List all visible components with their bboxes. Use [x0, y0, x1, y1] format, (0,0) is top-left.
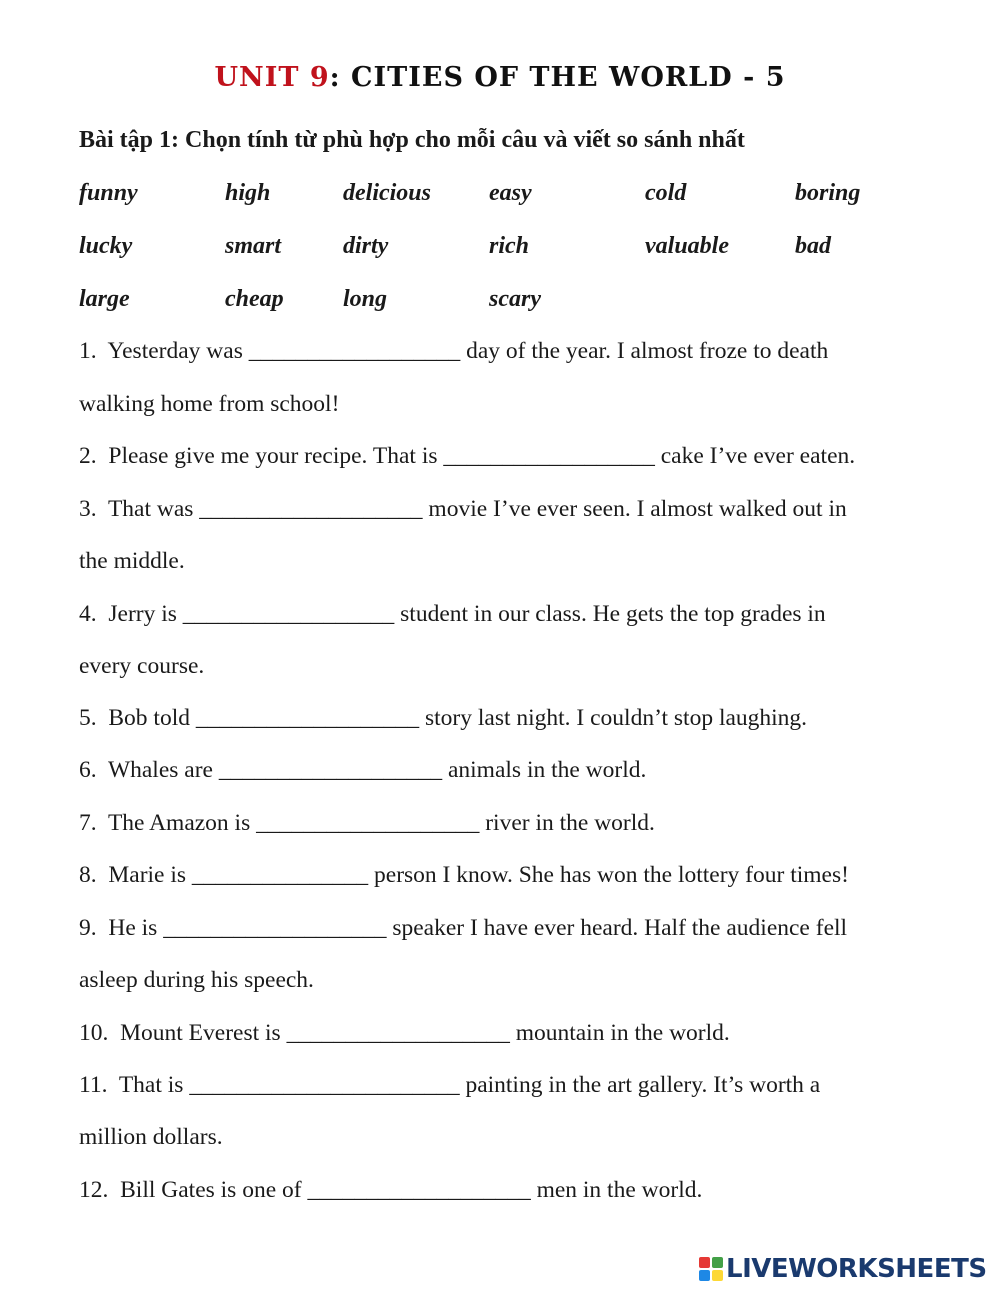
question-4-continued: every course.: [79, 653, 205, 679]
logo-text: LIVEWORKSHEETS: [726, 1254, 987, 1284]
question-9: 9. He is ___________________ speaker I have ever heard. Half the audience fell: [79, 915, 848, 941]
word-bank-item: smart: [225, 233, 282, 259]
word-bank-item: funny: [79, 180, 138, 206]
word-bank-item: large: [79, 286, 130, 312]
word-bank-item: cheap: [225, 286, 284, 312]
question-11-continued: million dollars.: [79, 1124, 223, 1150]
question-11: 11. That is _______________________ painting in the art gallery. It’s worth a: [79, 1072, 821, 1098]
word-bank-item: dirty: [343, 233, 389, 259]
word-bank-item: long: [343, 286, 388, 312]
word-bank-item: easy: [489, 180, 532, 206]
word-bank-item: lucky: [79, 233, 133, 259]
question-7: 7. The Amazon is ___________________ river in the world.: [79, 810, 655, 836]
page-title: [0, 62, 1000, 93]
title-topic: : CITIES OF THE WORLD - 5: [329, 62, 786, 93]
question-3: 3. That was ___________________ movie I’ve ever seen. I almost walked out in: [79, 496, 847, 522]
question-6: 6. Whales are ___________________ animals in the world.: [79, 757, 647, 783]
word-bank-item: bad: [795, 233, 831, 259]
word-bank-item: scary: [489, 286, 541, 312]
question-12: 12. Bill Gates is one of ___________________ men in the world.: [79, 1177, 703, 1203]
question-5: 5. Bob told ___________________ story last night. I couldn’t stop laughing.: [79, 705, 808, 731]
word-bank-item: boring: [795, 180, 861, 206]
exercise-instruction: Bài tập 1: Chọn tính từ phù hợp cho mỗi câu và viết so sánh nhất: [79, 127, 745, 153]
word-bank-item: delicious: [343, 180, 431, 206]
question-10: 10. Mount Everest is ___________________ mountain in the world.: [79, 1020, 730, 1046]
question-1-continued: walking home from school!: [79, 391, 340, 417]
word-bank-item: valuable: [645, 233, 729, 259]
question-4: 4. Jerry is __________________ student in our class. He gets the top grades in: [79, 601, 826, 627]
question-3-continued: the middle.: [79, 548, 185, 574]
liveworksheets-logo: [699, 1254, 987, 1284]
word-bank-item: high: [225, 180, 271, 206]
title-unit: UNIT 9: [214, 62, 330, 93]
word-bank-item: cold: [645, 180, 687, 206]
question-2: 2. Please give me your recipe. That is __________________ cake I’ve ever eaten.: [79, 443, 856, 469]
question-8: 8. Marie is _______________ person I know. She has won the lottery four times!: [79, 862, 849, 888]
word-bank-item: rich: [489, 233, 530, 259]
logo-icon: [699, 1257, 723, 1281]
question-1: 1. Yesterday was __________________ day of the year. I almost froze to death: [79, 338, 829, 364]
question-9-continued: asleep during his speech.: [79, 967, 314, 993]
